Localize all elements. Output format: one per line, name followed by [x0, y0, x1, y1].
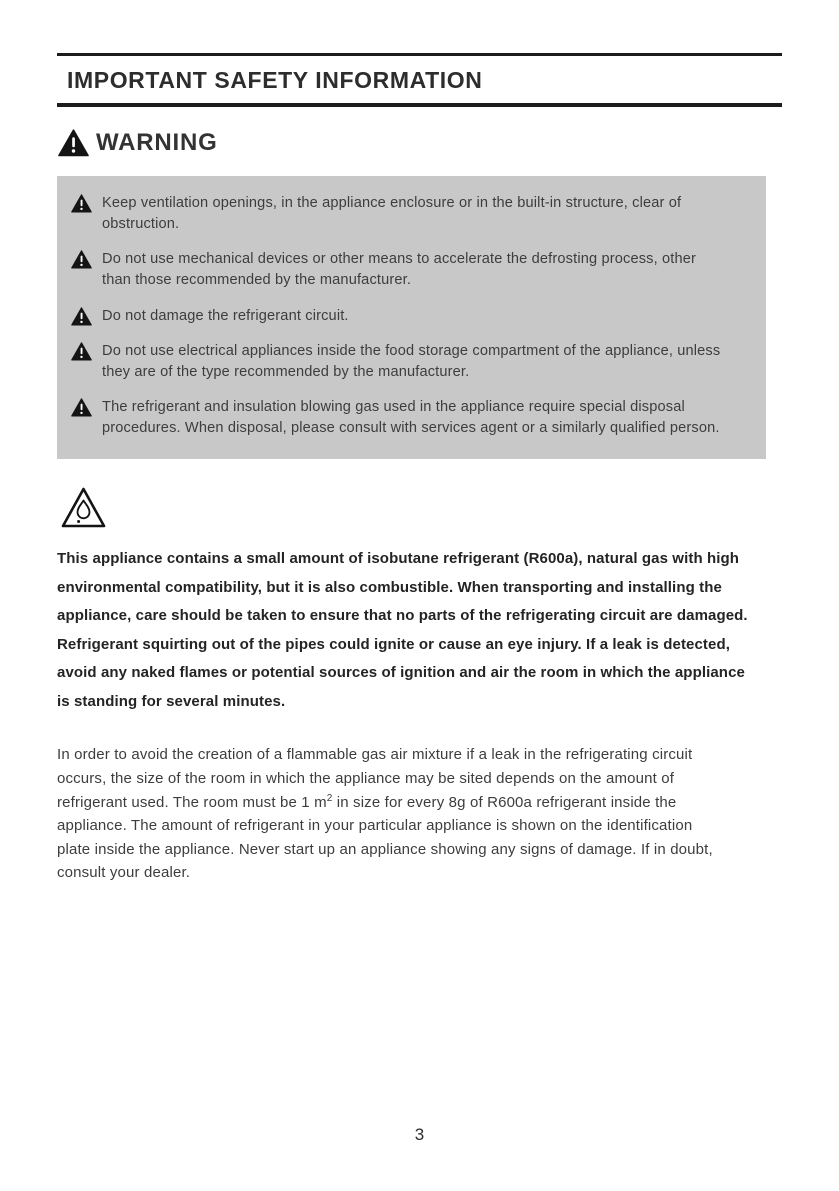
warning-item: [71, 193, 748, 235]
flammable-warning-paragraph: This appliance contains a small amount of isobutane refrigerant (R600a), natural gas with high environmental compatibility, but it is also combustible. When transporting and installing the appliance, care should be taken to ensure that no parts of the refrigerating circuit are damaged. Refrigerant squirting out of the pipes could ignite or cause an eye injury. If a leak is detected, avoid any naked flames or potential sources of ignition and air the room in which the appliance is standing for several minutes.: [57, 550, 748, 710]
warning-triangle-icon: [71, 397, 92, 417]
warning-list-box: [57, 176, 766, 459]
warning-heading: [58, 129, 782, 157]
room-size-paragraph: [57, 743, 729, 884]
header-rule-bottom: [57, 103, 782, 107]
page-number: 3: [414, 1125, 425, 1144]
warning-item: [71, 249, 748, 291]
warning-item: [71, 397, 748, 439]
warning-item-text: Do not use electrical appliances inside the food storage compartment of the appliance, unless they are of the type recommended by the manufacturer.: [102, 342, 721, 380]
warning-triangle-icon: [71, 249, 92, 269]
warning-item-text: Keep ventilation openings, in the appliance enclosure or in the built-in structure, clear of obstruction.: [102, 195, 682, 233]
room-size-text-before: In order to avoid the creation of a flammable gas air mixture if a leak in the refrigerating circuit occurs, the size of the room in which the appliance may be sited depends on the amount of refrigerant used. The room must be 1 m: [57, 746, 693, 811]
warning-item: [71, 306, 748, 327]
warning-triangle-icon: [71, 341, 92, 361]
flame-triangle-icon: [60, 486, 782, 529]
warning-triangle-icon: [58, 129, 89, 157]
superscript-2: 2: [326, 792, 333, 804]
warning-item: [71, 341, 748, 383]
warning-heading-label: WARNING: [96, 129, 218, 156]
warning-item-text: Do not damage the refrigerant circuit.: [102, 307, 349, 324]
warning-item-text: The refrigerant and insulation blowing gas used in the appliance require special disposal procedures. When disposal, please consult with services agent or a similarly qualified person.: [102, 399, 720, 437]
warning-triangle-icon: [71, 306, 92, 326]
warning-triangle-icon: [71, 193, 92, 213]
warning-item-text: Do not use mechanical devices or other means to accelerate the defrosting process, other than those recommended by the manufacturer.: [102, 251, 697, 289]
room-size-text-after: in size for every 8g of R600a refrigerant inside the appliance. The amount of refrigerant in your particular appliance is shown on the identification plate inside the appliance. Never start up an appliance showing any signs of damage. If in doubt, consult your dealer.: [57, 793, 713, 882]
page-title: IMPORTANT SAFETY INFORMATION: [67, 67, 483, 93]
